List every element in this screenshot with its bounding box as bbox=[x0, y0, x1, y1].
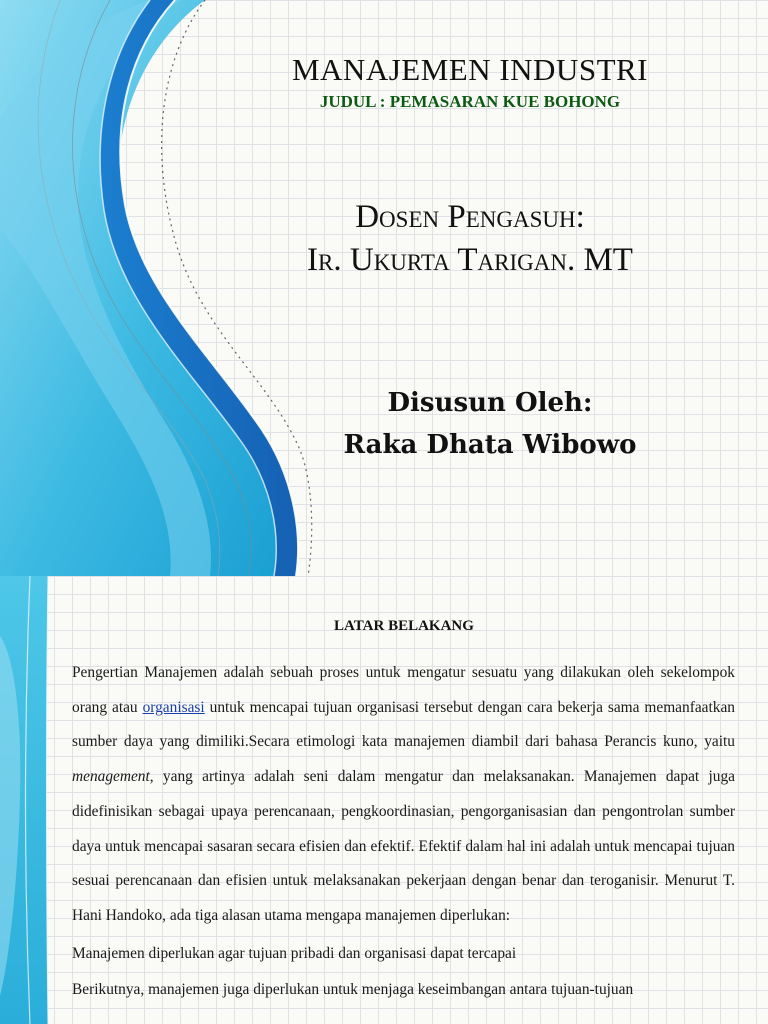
lecturer-label: Dosen Pengasuh: bbox=[355, 199, 585, 235]
paragraph-text: Pengertian Manajemen adalah sebuah proses untuk mengatur sesuatu yang dilakukan oleh sekelompok orang atau bbox=[72, 664, 735, 716]
paragraph-text: , yang artinya adalah seni dalam mengatur dan melaksanakan. Manajemen dapat juga didefinisikan sebagai upaya perencanaan, pengkoordinasian, pengorganisasian dan pengontrolan sumber daya untuk mencapai sasaran secara efisien dan efektif. Efektif dalam hal ini adalah untuk mencapai tujuan sesuai perencanaan dan efisien untuk melaksanakan pekerjaan dengan benar dan teroganisir. Menurut T. Hani Handoko, ada tiga alasan utama mengapa manajemen diperlukan: bbox=[72, 768, 735, 924]
presentation-title: MANAJEMEN INDUSTRI bbox=[291, 52, 649, 87]
author-label: Disusun Oleh: bbox=[387, 388, 593, 418]
author-name: Raka Dhata Wibowo bbox=[343, 430, 637, 460]
lecturer-block bbox=[200, 196, 740, 282]
lecturer-name: Ir. Ukurta Tarigan. MT bbox=[307, 242, 633, 278]
presentation-subtitle: JUDUL : PEMASARAN KUE BOHONG bbox=[319, 92, 621, 111]
body-text bbox=[72, 656, 735, 1008]
side-wave-decoration bbox=[0, 576, 60, 1024]
author-block bbox=[260, 382, 720, 466]
content-slide bbox=[0, 576, 768, 1024]
paragraph-1 bbox=[72, 656, 735, 934]
section-heading: LATAR BELAKANG bbox=[334, 618, 474, 634]
organisasi-link[interactable]: organisasi bbox=[142, 698, 205, 716]
paragraph-2: Manajemen diperlukan agar tujuan pribadi dan organisasi dapat tercapai bbox=[72, 944, 517, 962]
italic-term: menagement bbox=[72, 768, 150, 786]
paragraph-text: untuk mencapai tujuan organisasi tersebut dengan cara bekerja sama memanfaatkan sumber daya yang dimiliki.Secara etimologi kata manajemen diambil dari bahasa Perancis kuno, yaitu bbox=[72, 698, 735, 751]
paragraph-3: Berikutnya, manajemen juga diperlukan untuk menjaga keseimbangan antara tujuan-tujuan bbox=[72, 981, 634, 999]
